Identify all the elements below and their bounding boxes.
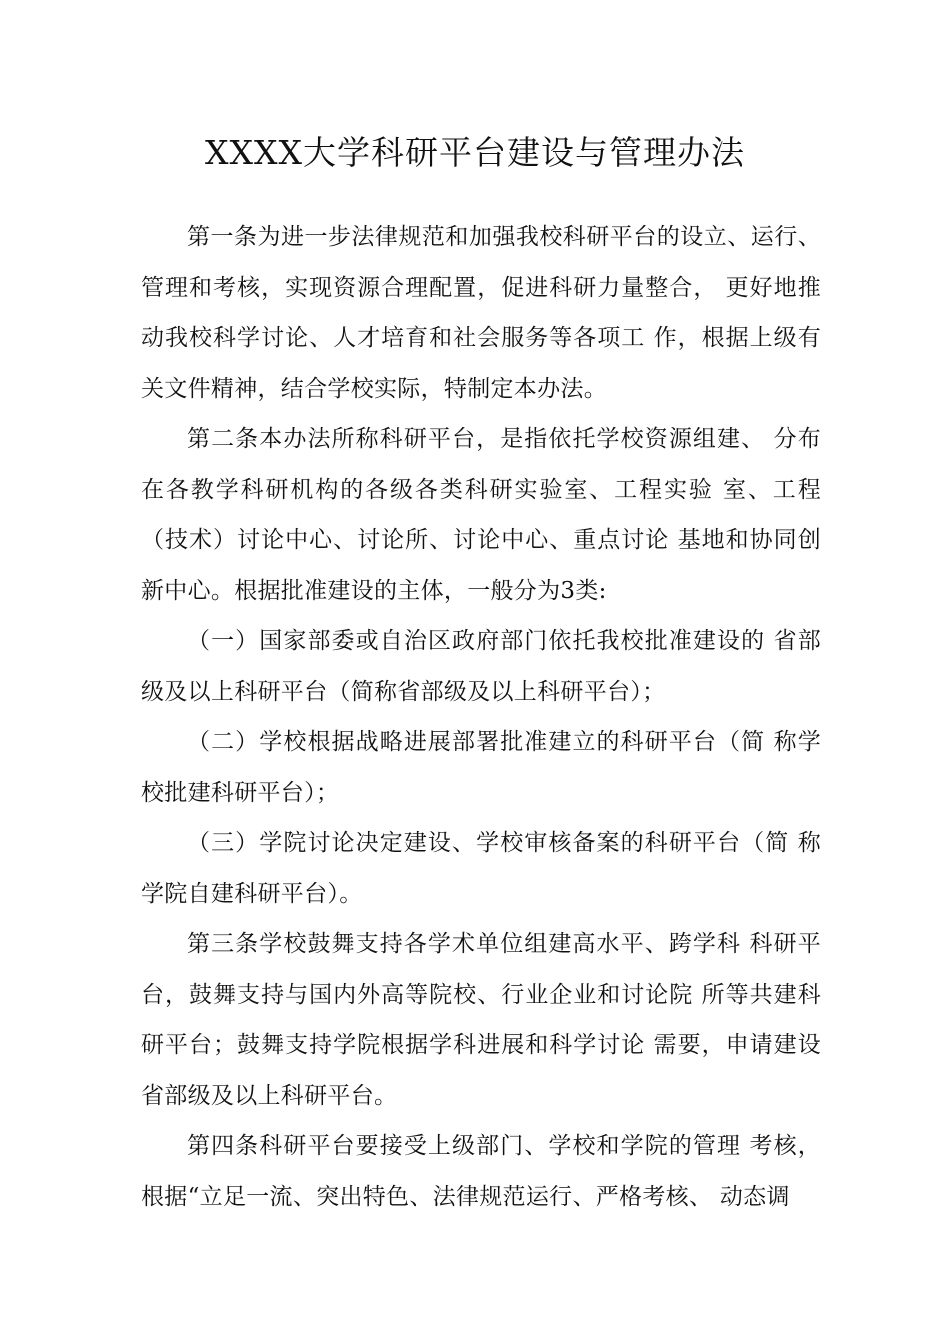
paragraph-article-4: 第四条科研平台要接受上级部门、学校和学院的管理 考核，根据“立足一流、突出特色、法律规范运行、严格考核、 动态调: [141, 1133, 821, 1210]
document-title: XXXX大学科研平台建设与管理办法: [205, 133, 745, 172]
paragraph-article-1: 第一条为进一步法律规范和加强我校科研平台的设立、运行、管理和考核，实现资源合理配置，促进科研力量整合， 更好地推动我校科学讨论、人才培育和社会服务等各项工 作，根据上级有关文件精神，结合学校实际，特制定本办法。: [141, 224, 821, 402]
paragraph-item-3: （三）学院讨论决定建设、学校审核备案的科研平台（简 称学院自建科研平台）。: [141, 830, 821, 907]
paragraph-article-3: 第三条学校鼓舞支持各学术单位组建高水平、跨学科 科研平台，鼓舞支持与国内外高等院校、行业企业和讨论院 所等共建科研平台；鼓舞支持学院根据学科进展和科学讨论 需要，申请建设省部级及以上科研平台。: [141, 931, 821, 1109]
paragraph-article-2: 第二条本办法所称科研平台，是指依托学校资源组建、 分布在各教学科研机构的各级各类科研实验室、工程实验 室、工程（技术）讨论中心、讨论所、讨论中心、重点讨论 基地和协同创新中心。根据批准建设的主体，一般分为3类:: [141, 426, 821, 604]
document-body: [141, 212, 821, 1222]
paragraph-item-2: （二）学校根据战略进展部署批准建立的科研平台（简 称学校批建科研平台）；: [141, 729, 821, 806]
paragraph-item-1: （一）国家部委或自治区政府部门依托我校批准建设的 省部级及以上科研平台（简称省部级及以上科研平台）；: [141, 628, 821, 705]
